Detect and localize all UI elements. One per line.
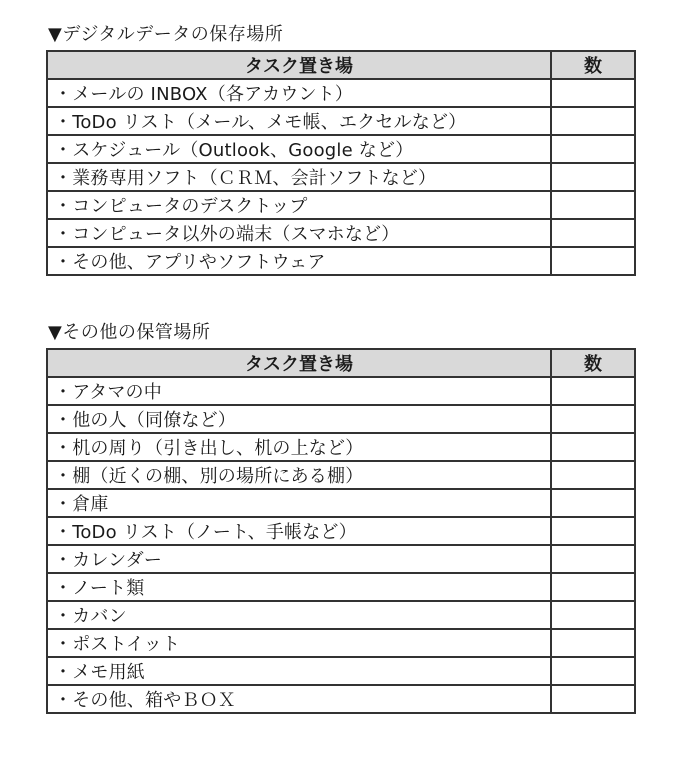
table-row: [47, 685, 635, 713]
count-input-cell[interactable]: [551, 163, 635, 191]
task-location-cell: ・コンピュータのデスクトップ: [47, 191, 551, 219]
table-row: [47, 107, 635, 135]
count-input-cell[interactable]: [551, 685, 635, 713]
table-row: [47, 517, 635, 545]
task-location-cell: ・メモ用紙: [47, 657, 551, 685]
table-row: [47, 601, 635, 629]
task-location-cell: ・コンピュータ以外の端末（スマホなど）: [47, 219, 551, 247]
task-column-header: タスク置き場: [47, 349, 551, 377]
task-location-cell: ・その他、アプリやソフトウェア: [47, 247, 551, 275]
count-input-cell[interactable]: [551, 461, 635, 489]
table-row: [47, 573, 635, 601]
other-storage-title: ▼その他の保管場所: [48, 322, 211, 343]
count-input-cell[interactable]: [551, 573, 635, 601]
count-input-cell[interactable]: [551, 433, 635, 461]
task-location-cell: ・ToDo リスト（ノート、手帳など）: [47, 517, 551, 545]
task-location-cell: ・スケジュール（Outlook、Google など）: [47, 135, 551, 163]
count-input-cell[interactable]: [551, 107, 635, 135]
count-input-cell[interactable]: [551, 377, 635, 405]
task-location-cell: ・カバン: [47, 601, 551, 629]
table-header-row: [47, 349, 635, 377]
table-row: [47, 191, 635, 219]
table-row: [47, 377, 635, 405]
task-location-cell: ・他の人（同僚など）: [47, 405, 551, 433]
task-location-cell: ・倉庫: [47, 489, 551, 517]
table-row: [47, 657, 635, 685]
task-location-cell: ・アタマの中: [47, 377, 551, 405]
table-row: [47, 629, 635, 657]
task-location-cell: ・机の周り（引き出し、机の上など）: [47, 433, 551, 461]
task-location-cell: ・棚（近くの棚、別の場所にある棚）: [47, 461, 551, 489]
task-location-cell: ・ToDo リスト（メール、メモ帳、エクセルなど）: [47, 107, 551, 135]
task-location-cell: ・その他、箱やＢＯＸ: [47, 685, 551, 713]
table-row: [47, 219, 635, 247]
table-header-row: [47, 51, 635, 79]
count-input-cell[interactable]: [551, 489, 635, 517]
count-input-cell[interactable]: [551, 545, 635, 573]
count-input-cell[interactable]: [551, 79, 635, 107]
table-row: [47, 461, 635, 489]
table-row: [47, 405, 635, 433]
count-column-header: 数: [551, 349, 635, 377]
count-input-cell[interactable]: [551, 247, 635, 275]
digital-storage-table: [46, 50, 636, 276]
count-input-cell[interactable]: [551, 219, 635, 247]
count-input-cell[interactable]: [551, 601, 635, 629]
count-input-cell[interactable]: [551, 405, 635, 433]
task-column-header: タスク置き場: [47, 51, 551, 79]
table-row: [47, 489, 635, 517]
other-storage-table: [46, 348, 636, 714]
count-input-cell[interactable]: [551, 629, 635, 657]
task-location-cell: ・ノート類: [47, 573, 551, 601]
other-storage-section: [46, 318, 634, 714]
task-location-cell: ・メールの INBOX（各アカウント）: [47, 79, 551, 107]
table-row: [47, 163, 635, 191]
task-location-cell: ・業務専用ソフト（ＣＲＭ、会計ソフトなど）: [47, 163, 551, 191]
table-row: [47, 247, 635, 275]
table-row: [47, 545, 635, 573]
count-input-cell[interactable]: [551, 657, 635, 685]
count-input-cell[interactable]: [551, 517, 635, 545]
table-row: [47, 79, 635, 107]
task-location-cell: ・ポストイット: [47, 629, 551, 657]
task-location-cell: ・カレンダー: [47, 545, 551, 573]
count-column-header: 数: [551, 51, 635, 79]
digital-storage-section: [46, 20, 634, 276]
table-row: [47, 433, 635, 461]
table-row: [47, 135, 635, 163]
count-input-cell[interactable]: [551, 191, 635, 219]
digital-storage-title: ▼デジタルデータの保存場所: [48, 24, 284, 45]
count-input-cell[interactable]: [551, 135, 635, 163]
